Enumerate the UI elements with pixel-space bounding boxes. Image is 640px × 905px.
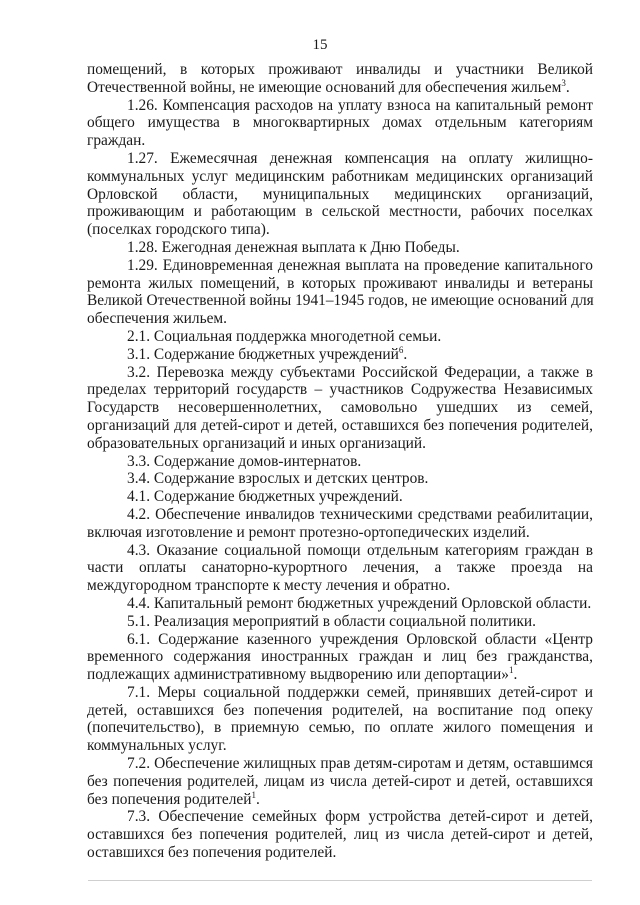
paragraph-p5-1 xyxy=(87,613,593,631)
line-text: 1.28. Ежегодная денежная выплата к Дню Победы. xyxy=(127,238,460,256)
paragraph-p2-1 xyxy=(87,328,593,346)
paragraph-cont xyxy=(87,61,593,97)
text-line xyxy=(87,577,593,595)
text-line xyxy=(87,808,593,826)
text-line xyxy=(87,132,593,150)
text-line xyxy=(87,417,593,435)
line-text: коммунальных услуг медицинским работникам медицинских организаций xyxy=(87,167,593,185)
text-line xyxy=(87,684,593,702)
line-text: 1.29. Единовременная денежная выплата на проведение капитального xyxy=(127,256,593,274)
line-text: 4.4. Капитальный ремонт бюджетных учреждений Орловской области. xyxy=(127,594,592,612)
text-line xyxy=(87,435,593,453)
text-line xyxy=(87,453,593,471)
text-line xyxy=(87,239,593,257)
line-text: обеспечения жильем. xyxy=(87,310,228,328)
text-line xyxy=(87,150,593,168)
text-line xyxy=(87,275,593,293)
line-text: ремонта жилых помещений, в которых проживают инвалиды и ветераны xyxy=(87,274,593,292)
text-line xyxy=(87,97,593,115)
text-line xyxy=(87,648,593,666)
line-text: организаций для детей-сирот и детей, оставшихся без попечения родителей, xyxy=(87,416,593,434)
text-line xyxy=(87,381,593,399)
page-number: 15 xyxy=(312,37,328,53)
paragraph-p3-2 xyxy=(87,364,593,453)
line-text: коммунальных услуг. xyxy=(87,737,227,755)
line-text: 6.1. Содержание казенного учреждения Орловской области «Центр xyxy=(127,630,593,648)
text-line xyxy=(87,399,593,417)
text-line xyxy=(87,79,593,97)
paragraph-p4-4 xyxy=(87,595,593,613)
line-text: части оплаты санаторно-курортного лечения, а также проезда на xyxy=(87,559,593,577)
text-line xyxy=(87,702,593,720)
line-text: пределах территорий государств – участников Содружества Независимых xyxy=(87,381,593,399)
line-text: 3.4. Содержание взрослых и детских центров. xyxy=(127,470,429,488)
text-line xyxy=(87,257,593,275)
line-text: 2.1. Социальная поддержка многодетной семьи. xyxy=(127,327,442,345)
line-text: 3.1. Содержание бюджетных учреждений xyxy=(127,345,399,363)
line-text: 4.2. Обеспечение инвалидов техническими средствами реабилитации, xyxy=(127,505,593,523)
line-text: 4.3. Оказание социальной помощи отдельным категориям граждан в xyxy=(127,541,593,559)
line-text: граждан. xyxy=(87,132,146,150)
footnote-marker: 6 xyxy=(398,344,404,355)
text-line xyxy=(87,826,593,844)
footnote-marker: 3 xyxy=(561,77,566,88)
text-line xyxy=(87,666,593,684)
line-text: 7.1. Меры социальной поддержки семей, принявших детей-сирот и xyxy=(127,683,593,701)
text-line xyxy=(87,595,593,613)
line-text: детей, оставшихся без попечения родителей, на воспитание под опеку xyxy=(87,701,593,719)
line-text: междугородном транспорте к месту лечения и обратно. xyxy=(87,577,451,595)
text-line xyxy=(87,114,593,132)
line-text: без попечения родителей xyxy=(87,790,252,808)
line-text: проживающим и работающим в сельской местности, рабочих поселках xyxy=(87,203,593,221)
paragraph-p1-27 xyxy=(87,150,593,239)
line-text: 3.3. Содержание домов-интернатов. xyxy=(127,452,362,470)
paragraph-p3-4 xyxy=(87,470,593,488)
text-line xyxy=(87,755,593,773)
text-line xyxy=(87,346,593,364)
text-line xyxy=(87,559,593,577)
paragraph-p4-2 xyxy=(87,506,593,542)
text-line xyxy=(87,221,593,239)
text-line xyxy=(87,328,593,346)
line-text: образовательных организаций и иных организаций. xyxy=(87,434,426,452)
document-body xyxy=(87,61,593,862)
footer-rule xyxy=(88,880,592,881)
line-text: помещений, в которых проживают инвалиды и участники Великой xyxy=(87,61,593,78)
line-text: временного содержания иностранных граждан и лиц без гражданства, xyxy=(87,648,593,666)
text-line xyxy=(87,524,593,542)
line-text: подлежащих административному выдворению или депортации» xyxy=(87,666,509,684)
text-line xyxy=(87,542,593,560)
text-line xyxy=(87,168,593,186)
text-line xyxy=(87,61,593,79)
paragraph-p3-1 xyxy=(87,346,593,364)
text-line xyxy=(87,791,593,809)
footnote-marker: 1 xyxy=(508,665,514,676)
line-text: 1.27. Ежемесячная денежная компенсация на оплату жилищно- xyxy=(127,149,593,167)
line-tail: . xyxy=(255,790,260,808)
line-text: оставшихся без попечения родителей. xyxy=(87,844,337,862)
text-line xyxy=(87,773,593,791)
text-line xyxy=(87,488,593,506)
paragraph-p1-26 xyxy=(87,97,593,150)
text-line xyxy=(87,844,593,862)
text-line xyxy=(87,292,593,310)
paragraph-p6-1 xyxy=(87,631,593,684)
line-text: общего имущества в многоквартирных домах отдельным категориям xyxy=(87,114,593,132)
line-text: 3.2. Перевозка между субъектами Российской Федерации, а также в xyxy=(127,363,593,381)
line-tail: . xyxy=(403,345,408,363)
line-text: оставшихся без попечения родителей, лиц из числа детей-сирот и детей, xyxy=(87,826,593,844)
line-text: 1.26. Компенсация расходов на уплату взноса на капитальный ремонт xyxy=(127,96,593,114)
line-text: 7.3. Обеспечение семейных форм устройства детей-сирот и детей, xyxy=(127,808,593,826)
line-text: Отечественной войны, не имеющие оснований для обеспечения жильем xyxy=(87,78,562,96)
text-line xyxy=(87,631,593,649)
text-line xyxy=(87,737,593,755)
paragraph-p1-28 xyxy=(87,239,593,257)
text-line xyxy=(87,506,593,524)
paragraph-p7-1 xyxy=(87,684,593,755)
line-text: (поселках городского типа). xyxy=(87,221,270,239)
paragraph-p1-29 xyxy=(87,257,593,328)
text-line xyxy=(87,186,593,204)
footnote-marker: 1 xyxy=(251,789,256,800)
text-line xyxy=(87,470,593,488)
line-text: 7.2. Обеспечение жилищных прав детям-сиротам и детям, оставшимся xyxy=(127,755,593,773)
paragraph-p7-2 xyxy=(87,755,593,808)
line-text: без попечения родителей, лицам из числа детей-сирот и детей, оставшихся xyxy=(87,772,593,790)
line-tail: . xyxy=(565,78,570,96)
line-text: 5.1. Реализация мероприятий в области социальной политики. xyxy=(127,612,537,630)
paragraph-p3-3 xyxy=(87,453,593,471)
line-text: Государств несовершеннолетних, самовольно ушедших из семей, xyxy=(87,399,593,417)
line-text: (попечительство), в приемную семью, по оплате жилого помещения и xyxy=(87,719,593,737)
line-text: 4.1. Содержание бюджетных учреждений. xyxy=(127,488,403,506)
line-text: Великой Отечественной войны 1941–1945 годов, не имеющие оснований для xyxy=(87,292,594,310)
paragraph-p4-3 xyxy=(87,542,593,595)
text-line xyxy=(87,203,593,221)
text-line xyxy=(87,719,593,737)
paragraph-p4-1 xyxy=(87,488,593,506)
text-line xyxy=(87,613,593,631)
text-line xyxy=(87,310,593,328)
text-line xyxy=(87,364,593,382)
line-tail: . xyxy=(513,666,518,684)
paragraph-p7-3 xyxy=(87,808,593,861)
line-text: Орловской области, муниципальных медицинских организаций, xyxy=(87,185,593,203)
line-text: включая изготовление и ремонт протезно-ортопедических изделий. xyxy=(87,523,530,541)
